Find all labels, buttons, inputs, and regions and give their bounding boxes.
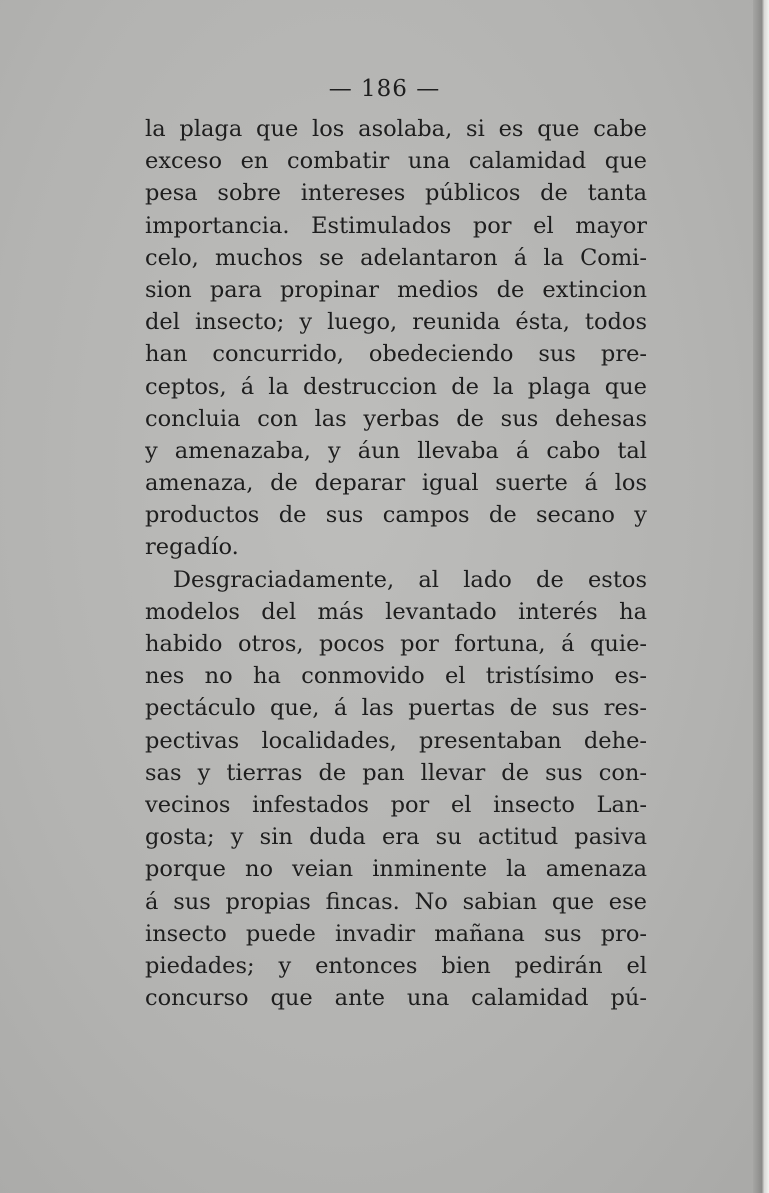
text-line: sas y tierras de pan llevar de sus con- — [145, 759, 647, 786]
text-line: modelos del más levantado interés ha — [145, 598, 647, 625]
text-line: la plaga que los asolaba, si es que cabe — [145, 116, 647, 142]
text-line: celo, muchos se adelantaron á la Comi- — [145, 244, 647, 271]
text-line: pesa sobre intereses públicos de tanta — [145, 180, 647, 207]
page-edge — [753, 0, 769, 1193]
text-line: porque no veian inminente la amenaza — [145, 856, 647, 883]
text-line: importancia. Estimulados por el mayor — [145, 212, 647, 239]
text-line: amenaza, de deparar igual suerte á los — [145, 470, 647, 497]
page-number: — 186 — — [328, 76, 441, 102]
text-line: del insecto; y luego, reunida ésta, todos — [145, 309, 647, 336]
text-line: han concurrido, obedeciendo sus pre- — [145, 341, 647, 368]
text-line: insecto puede invadir mañana sus pro- — [145, 920, 647, 947]
text-line: ceptos, á la destruccion de la plaga que — [145, 373, 647, 400]
text-line: pectivas localidades, presentaban dehe- — [145, 727, 647, 754]
text-line: gosta; y sin duda era su actitud pasiva — [145, 824, 647, 851]
text-line: piedades; y entonces bien pedirán el — [145, 952, 647, 979]
text-line: sion para propinar medios de extincion — [145, 276, 647, 303]
text-line: pectáculo que, á las puertas de sus res- — [145, 695, 647, 722]
text-line: habido otros, pocos por fortuna, á quie- — [145, 631, 647, 657]
text-line: productos de sus campos de secano y — [145, 502, 647, 529]
text-line: concurso que ante una calamidad pú- — [145, 985, 647, 1012]
text-line: á sus propias fincas. No sabian que ese — [145, 888, 647, 915]
body-text — [145, 113, 647, 1014]
text-line: y amenazaba, y áun llevaba á cabo tal — [145, 437, 647, 464]
text-line: exceso en combatir una calamidad que — [145, 148, 647, 175]
text-line-paragraph-start: Desgraciadamente, al lado de estos — [173, 566, 647, 593]
text-line: vecinos infestados por el insecto Lan- — [145, 791, 647, 818]
text-line: concluia con las yerbas de sus dehesas — [145, 405, 647, 432]
text-line: nes no ha conmovido el tristísimo es- — [145, 663, 647, 690]
text-line: regadío. — [145, 534, 239, 561]
